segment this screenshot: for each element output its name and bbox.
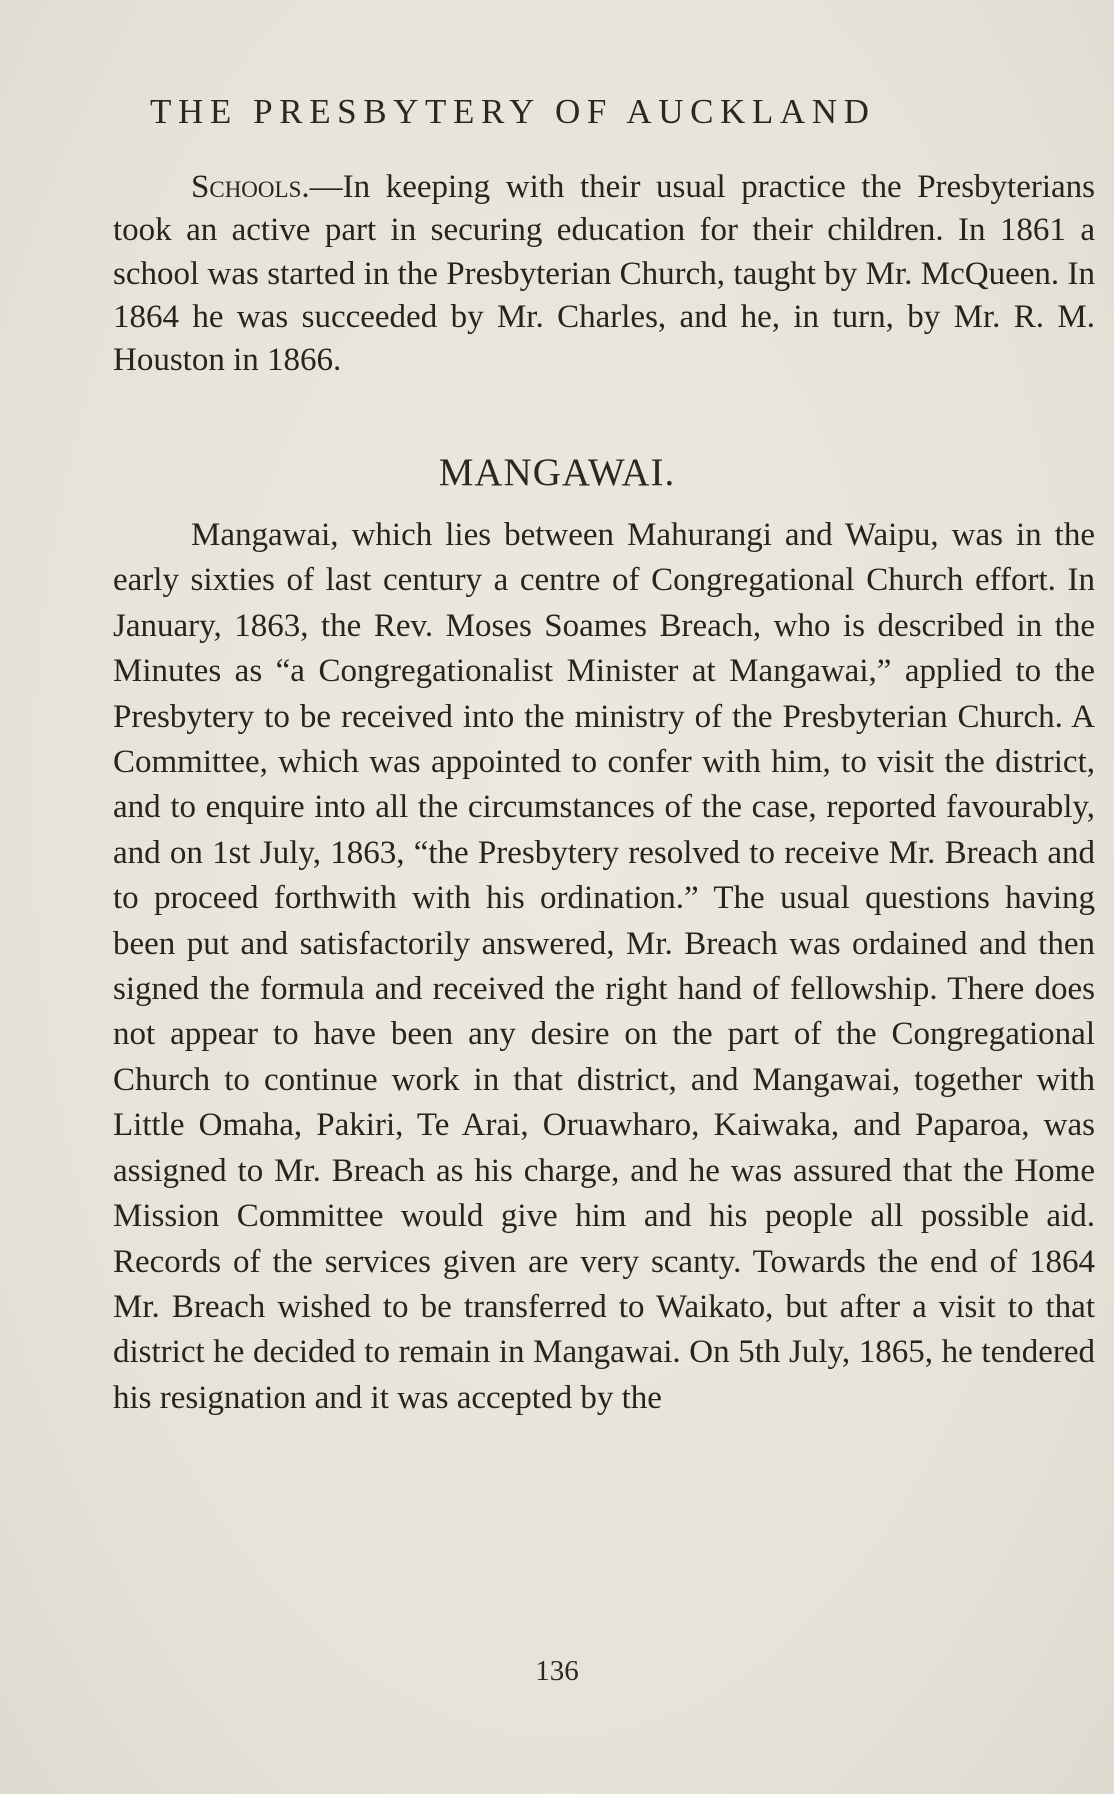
page-number: 136 [535,1655,579,1687]
mangawai-paragraph: Mangawai, which lies between Mahurangi and Waipu, was in the early sixties of last century a centre of Congregational Church effort. In January, 1863, the Rev. Moses Soames Breach, who is described in the Minutes as “a Congregationalist Minister at Mangawai,” applied to the Presbytery to be received into the ministry of the Presbyterian Church. A Committee, which was appointed to confer with him, to visit the district, and to enquire into all the circumstances of the case, reported favourably, and on 1st July, 1863, “the Presbytery resolved to receive Mr. Breach and to proceed forthwith with his ordination.” The usual questions having been put and satisfactorily answered, Mr. Breach was ordained and then signed the formula and received the right hand of fellowship. There does not appear to have been any desire on the part of the Congregational Church to continue work in that district, and Mangawai, together with Little Omaha, Pakiri, Te Arai, Oruawharo, Kaiwaka, and Paparoa, was assigned to Mr. Breach as his charge, and he was assured that the Home Mission Committee would give him and his people all possible aid. Records of the services given are very scanty. Towards the end of 1864 Mr. Breach wished to be transferred to Waikato, but after a visit to that district he decided to remain in Mangawai. On 5th July, 1865, he tendered his resignation and it was accepted by the [113,517,1095,1416]
schools-section [113,166,1095,382]
section-heading: MANGAWAI. [438,451,676,494]
running-head: THE PRESBYTERY OF AUCKLAND [150,92,876,131]
schools-text: .—In keeping with their usual practice the Presbyterians took an active part in securing education for their children. In 1861 a school was started in the Presbyterian Church, taught by Mr. McQueen. In 1864 he was succeeded by Mr. Charles, and he, in turn, by Mr. R. M. Houston in 1866. [113,169,1095,379]
mangawai-section [113,513,1095,1421]
schools-paragraph [113,166,1095,382]
schools-lead: Schools [191,169,302,205]
